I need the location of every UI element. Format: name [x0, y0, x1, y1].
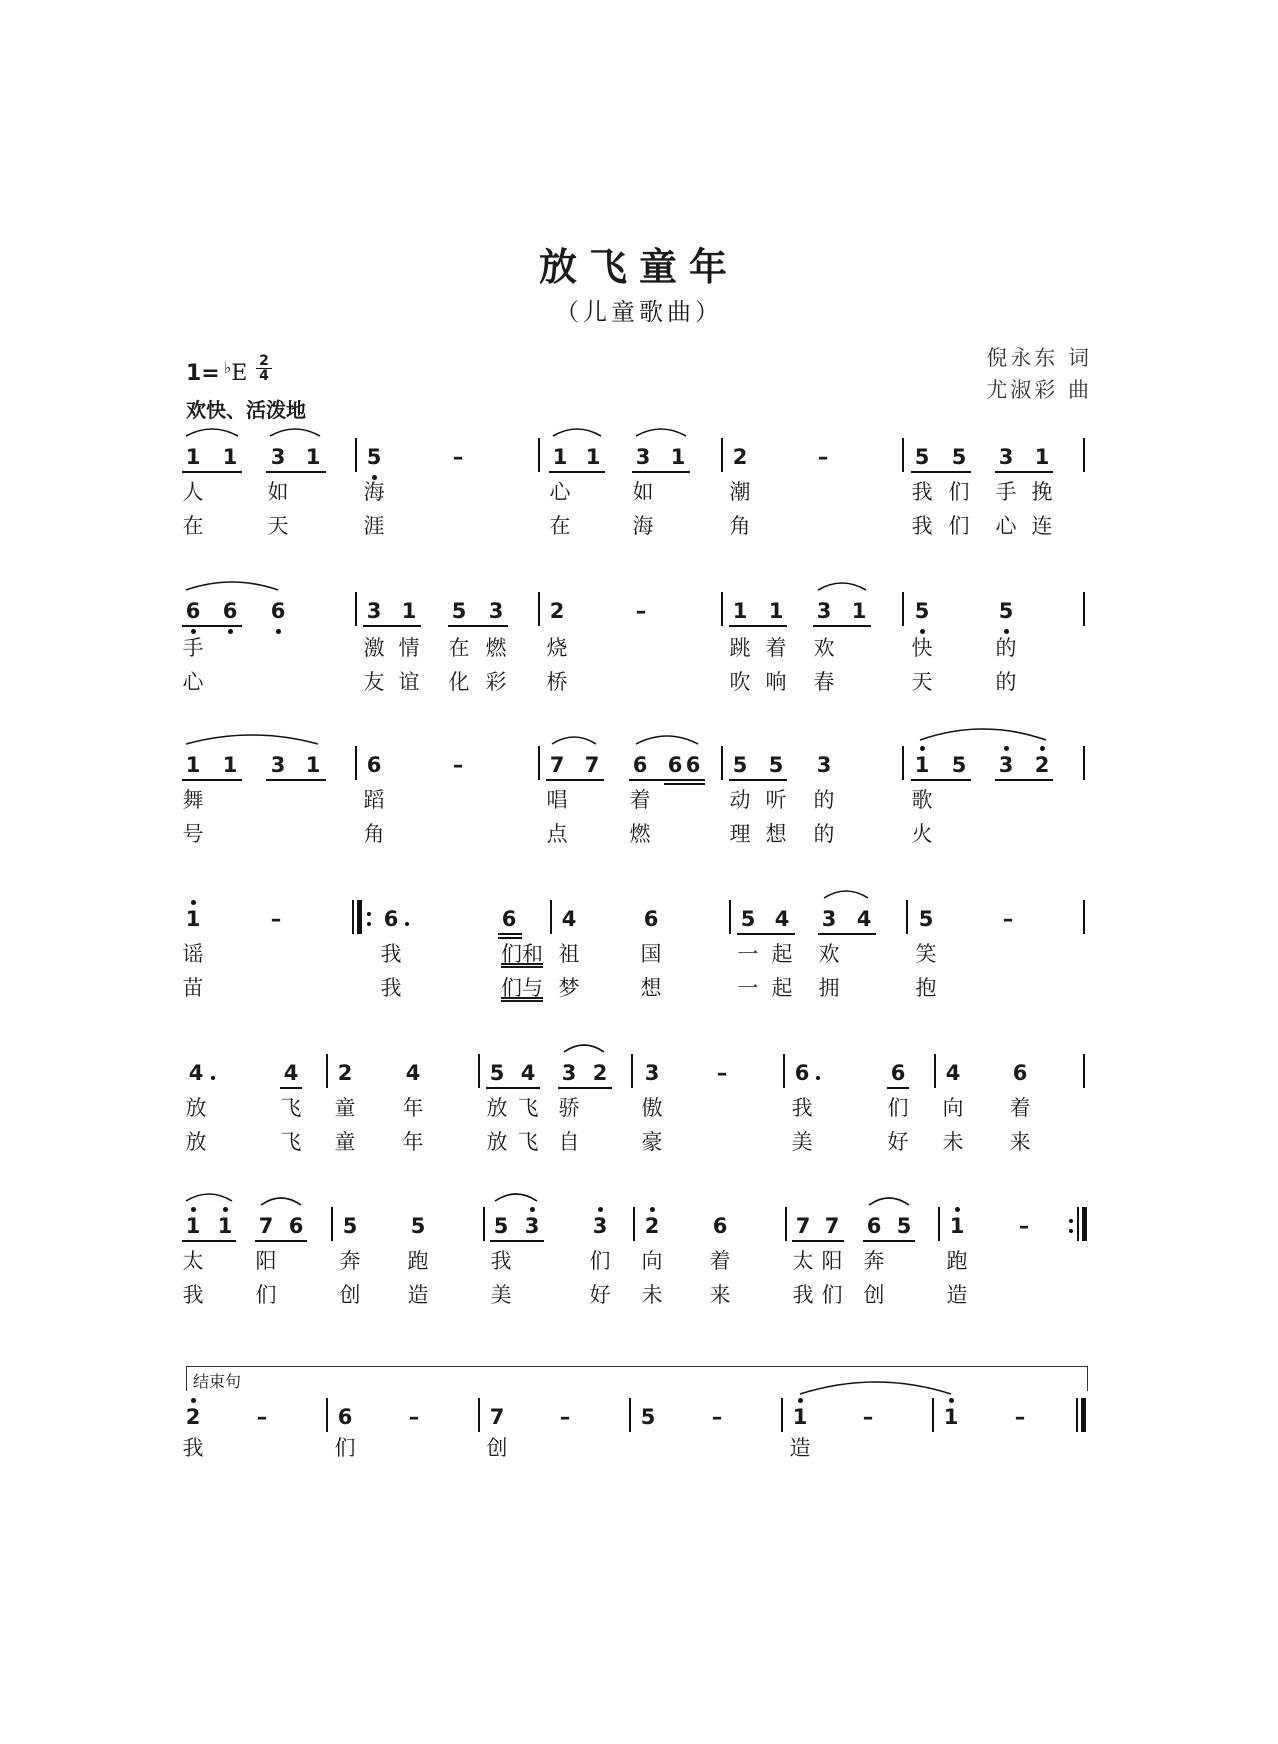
lyric: 我 — [182, 1436, 204, 1460]
note: 5 — [918, 907, 934, 931]
note: 1 — [1034, 445, 1050, 469]
note: 1 — [222, 445, 238, 469]
note: 1 — [217, 1214, 233, 1238]
key-prefix: 1= — [186, 361, 220, 386]
time-bottom: 4 — [256, 368, 272, 383]
note: 7 — [549, 753, 565, 777]
lyric: 们和 — [501, 942, 543, 966]
lyric: 好 — [589, 1283, 611, 1307]
lyric: 跑 — [407, 1249, 429, 1273]
lyric: 奔 — [863, 1249, 885, 1273]
lyric: 角 — [729, 514, 751, 538]
lyric: 造 — [407, 1283, 429, 1307]
lyric: 火 — [911, 822, 933, 846]
note: 1 — [185, 753, 201, 777]
slur — [824, 891, 868, 898]
note: 3 — [270, 753, 286, 777]
dash: – — [817, 445, 829, 469]
slur — [186, 429, 238, 436]
lyric: 我 — [490, 1249, 512, 1273]
composer-credit: 尤淑彩 曲 — [986, 378, 1092, 402]
note: 1 — [768, 599, 784, 623]
lyric: 美 — [490, 1283, 512, 1307]
dash: – — [270, 907, 282, 931]
lyric: 吹 — [729, 670, 751, 694]
lyric: 在 — [182, 514, 204, 538]
note: 5 — [951, 445, 967, 469]
lyric: 我 — [911, 514, 933, 538]
flat-sign: ♭ — [223, 358, 232, 377]
note: 1 — [792, 1405, 808, 1429]
score-line-6 — [0, 1213, 1278, 1353]
lyric: 一 — [737, 976, 759, 1000]
note: 3 — [816, 599, 832, 623]
lyric: 未 — [641, 1283, 663, 1307]
lyric: 国 — [640, 942, 662, 966]
note: 3 — [561, 1061, 577, 1085]
slur — [270, 429, 320, 436]
score-line-1 — [0, 444, 1278, 584]
lyric: 来 — [1009, 1130, 1031, 1154]
high-dot — [949, 1398, 954, 1403]
lyric: 苗 — [182, 976, 204, 1000]
lyric: 飞 — [280, 1096, 302, 1120]
lyric: 跳 — [729, 636, 751, 660]
slur — [818, 583, 866, 590]
note: 1 — [185, 1214, 201, 1238]
lyric: 心 — [995, 514, 1017, 538]
lyric: 春 — [813, 670, 835, 694]
high-dot — [798, 1398, 803, 1403]
note: 5 — [896, 1214, 912, 1238]
note: 5 — [342, 1214, 358, 1238]
lyric: 创 — [486, 1436, 508, 1460]
lyric: 们 — [334, 1436, 356, 1460]
lyric: 飞 — [280, 1130, 302, 1154]
lyric: 傲 — [641, 1096, 663, 1120]
lyric: 着 — [765, 636, 787, 660]
lyric: 欢 — [813, 636, 835, 660]
lyric: 们 — [255, 1283, 277, 1307]
dash: – — [452, 445, 464, 469]
note: 2 — [549, 599, 565, 623]
lyric: 舞 — [182, 788, 204, 812]
lyric: 飞 — [517, 1130, 539, 1154]
note: 3 — [270, 445, 286, 469]
high-dot — [223, 1207, 228, 1212]
note: 4 — [561, 907, 577, 931]
lyricist-credit: 倪永东 词 — [986, 346, 1092, 370]
lyric: 快 — [911, 636, 933, 660]
lyric: 手 — [995, 480, 1017, 504]
lyric: 桥 — [546, 670, 568, 694]
lyric: 阳 — [255, 1249, 277, 1273]
dash: – — [1018, 1214, 1030, 1238]
note: 6 — [185, 599, 201, 623]
lyric: 创 — [339, 1283, 361, 1307]
note: 5 — [489, 1061, 505, 1085]
lyric: 友 — [363, 670, 385, 694]
lyric: 情 — [398, 636, 420, 660]
lyric: 的 — [813, 822, 835, 846]
note: 6 — [794, 1061, 810, 1085]
lyric: 们 — [948, 514, 970, 538]
note: 5 — [998, 599, 1014, 623]
note: 5 — [640, 1405, 656, 1429]
lyric: 我 — [380, 942, 402, 966]
lyric: 蹈 — [363, 788, 385, 812]
lyric: 骄 — [558, 1096, 580, 1120]
slur — [553, 429, 601, 436]
lyric: 拥 — [818, 976, 840, 1000]
note: 3 — [366, 599, 382, 623]
lyric: 放 — [185, 1096, 207, 1120]
note: 1 — [670, 445, 686, 469]
lyric: 自 — [558, 1130, 580, 1154]
note: 5 — [732, 753, 748, 777]
lyric: 太 — [182, 1249, 204, 1273]
lyric: 彩 — [485, 670, 507, 694]
lyric: 童 — [334, 1096, 356, 1120]
lyric: 我 — [792, 1283, 814, 1307]
note: 3 — [998, 445, 1014, 469]
note: 5 — [914, 445, 930, 469]
score-line-4 — [0, 906, 1278, 1046]
lyric: 们 — [948, 480, 970, 504]
lyric: 号 — [182, 822, 204, 846]
dash: – — [716, 1061, 728, 1085]
note: 3 — [524, 1214, 540, 1238]
note: 4 — [774, 907, 790, 931]
score-line-2 — [0, 598, 1278, 738]
song-subtitle: （儿童歌曲） — [555, 298, 723, 326]
note: 6 — [890, 1061, 906, 1085]
lyric: 动 — [729, 788, 751, 812]
note: 1 — [401, 599, 417, 623]
note: 6 — [667, 753, 683, 777]
lyric: 未 — [942, 1130, 964, 1154]
lyric: 一 — [737, 942, 759, 966]
note: 3 — [488, 599, 504, 623]
lyric: 我 — [182, 1283, 204, 1307]
lyric: 谊 — [398, 670, 420, 694]
lyric: 梦 — [558, 976, 580, 1000]
note: 6 — [288, 1214, 304, 1238]
lyric: 来 — [709, 1283, 731, 1307]
note: 6 — [501, 907, 517, 931]
note: 7 — [258, 1214, 274, 1238]
note: 7 — [795, 1214, 811, 1238]
lyric: 我 — [380, 976, 402, 1000]
note: 6 — [685, 753, 701, 777]
note: 1 — [552, 445, 568, 469]
lyric: 飞 — [517, 1096, 539, 1120]
score-line-3 — [0, 752, 1278, 892]
note: 1 — [305, 445, 321, 469]
note: 2 — [337, 1061, 353, 1085]
note: 5 — [493, 1214, 509, 1238]
note: 5 — [951, 753, 967, 777]
lyric: 化 — [448, 670, 470, 694]
key-note: E — [231, 361, 248, 386]
note: 1 — [185, 445, 201, 469]
slur — [636, 429, 686, 436]
note: 6 — [866, 1214, 882, 1238]
lyric: 着 — [1009, 1096, 1031, 1120]
lyric: 放 — [486, 1130, 508, 1154]
note: 3 — [821, 907, 837, 931]
note: 6 — [712, 1214, 728, 1238]
high-dot — [1004, 746, 1009, 751]
lyric: 豪 — [641, 1130, 663, 1154]
lyric: 如 — [632, 480, 654, 504]
lyric: 我 — [911, 480, 933, 504]
note: 1 — [222, 753, 238, 777]
lyric: 涯 — [363, 514, 385, 538]
time-top: 2 — [259, 353, 269, 369]
note: 6 — [222, 599, 238, 623]
note: 6 — [270, 599, 286, 623]
key-signature — [186, 358, 247, 386]
note: 1 — [305, 753, 321, 777]
lyric: 心 — [182, 670, 204, 694]
note: 1 — [851, 599, 867, 623]
lyric: 阳 — [821, 1249, 843, 1273]
dash: – — [1002, 907, 1014, 931]
score-line-5 — [0, 1060, 1278, 1200]
note: 2 — [732, 445, 748, 469]
note: 2 — [644, 1214, 660, 1238]
time-signature — [256, 354, 272, 383]
dash: – — [408, 1405, 420, 1429]
lyric: 们与 — [501, 976, 543, 1000]
tempo-marking: 欢快、活泼地 — [186, 398, 306, 422]
lyric: 点 — [546, 822, 568, 846]
lyric: 想 — [765, 822, 787, 846]
note: 6 — [1012, 1061, 1028, 1085]
note: 2 — [1034, 753, 1050, 777]
lyric: 歌 — [911, 788, 933, 812]
lyric: 人 — [182, 480, 204, 504]
lyric: 海 — [363, 480, 385, 504]
note: 5 — [410, 1214, 426, 1238]
lyric: 的 — [813, 788, 835, 812]
note: 5 — [451, 599, 467, 623]
lyric: 着 — [629, 788, 651, 812]
high-dot — [650, 1207, 655, 1212]
lyric: 跑 — [946, 1249, 968, 1273]
lyric: 听 — [765, 788, 787, 812]
dash: – — [862, 1405, 874, 1429]
dash: – — [635, 599, 647, 623]
high-dot — [191, 900, 196, 905]
note: 3 — [998, 753, 1014, 777]
lyric: 年 — [402, 1096, 424, 1120]
note: 1 — [585, 445, 601, 469]
note: 5 — [768, 753, 784, 777]
lyric: 奔 — [339, 1249, 361, 1273]
note: 4 — [520, 1061, 536, 1085]
note: 7 — [489, 1405, 505, 1429]
lyric: 天 — [267, 514, 289, 538]
lyric: 们 — [821, 1283, 843, 1307]
note: 1 — [943, 1405, 959, 1429]
note: 5 — [366, 445, 382, 469]
dash: – — [452, 753, 464, 777]
lyric: 潮 — [729, 480, 751, 504]
lyric: 燃 — [485, 636, 507, 660]
lyric: 美 — [791, 1130, 813, 1154]
lyric: 燃 — [629, 822, 651, 846]
note: 3 — [635, 445, 651, 469]
note: 6 — [366, 753, 382, 777]
note: 5 — [914, 599, 930, 623]
ending-bracket — [186, 1366, 1088, 1391]
high-dot — [191, 1207, 196, 1212]
note: 1 — [185, 907, 201, 931]
high-dot — [598, 1207, 603, 1212]
song-title: 放飞童年 — [538, 244, 739, 289]
lyric: 们 — [589, 1249, 611, 1273]
note: 7 — [824, 1214, 840, 1238]
lyric: 着 — [709, 1249, 731, 1273]
lyric: 角 — [363, 822, 385, 846]
lyric: 挽 — [1031, 480, 1053, 504]
note: 1 — [914, 753, 930, 777]
lyric: 的 — [995, 636, 1017, 660]
dash: – — [559, 1405, 571, 1429]
lyric: 向 — [641, 1249, 663, 1273]
dash: – — [1014, 1405, 1026, 1429]
note: 2 — [592, 1061, 608, 1085]
lyric: 抱 — [915, 976, 937, 1000]
lyric: 想 — [640, 976, 662, 1000]
note: 4 — [856, 907, 872, 931]
high-dot — [920, 746, 925, 751]
note: 3 — [644, 1061, 660, 1085]
dash: – — [711, 1405, 723, 1429]
note: 2 — [185, 1405, 201, 1429]
dash: – — [256, 1405, 268, 1429]
lyric: 烧 — [546, 636, 568, 660]
note: 4 — [945, 1061, 961, 1085]
note: 1 — [732, 599, 748, 623]
lyric: 笑 — [915, 942, 937, 966]
note: 6 — [632, 753, 648, 777]
high-dot — [530, 1207, 535, 1212]
lyric: 在 — [549, 514, 571, 538]
lyric: 年 — [402, 1130, 424, 1154]
lyric: 心 — [549, 480, 571, 504]
slur — [564, 1045, 604, 1052]
note: 3 — [592, 1214, 608, 1238]
note: 6 — [337, 1405, 353, 1429]
ending-label: 结束句 — [193, 1372, 242, 1391]
high-dot — [955, 1207, 960, 1212]
note: 6 — [643, 907, 659, 931]
lyric: 向 — [942, 1096, 964, 1120]
slur-group — [0, 598, 1278, 738]
lyric: 放 — [185, 1130, 207, 1154]
lyric: 天 — [911, 670, 933, 694]
lyric: 唱 — [546, 788, 568, 812]
lyric: 欢 — [818, 942, 840, 966]
lyric: 们 — [887, 1096, 909, 1120]
lyric: 如 — [267, 480, 289, 504]
lyric: 谣 — [182, 942, 204, 966]
lyric: 起 — [771, 942, 793, 966]
lyric: 造 — [789, 1436, 811, 1460]
lyric: 在 — [448, 636, 470, 660]
lyric: 连 — [1031, 514, 1053, 538]
lyric: 理 — [729, 822, 751, 846]
note: 6 — [383, 907, 399, 931]
note: 4 — [405, 1061, 421, 1085]
note: 4 — [283, 1061, 299, 1085]
slur — [552, 737, 596, 744]
lyric: 童 — [334, 1130, 356, 1154]
slur-group — [0, 1404, 1278, 1544]
lyric: 我 — [791, 1096, 813, 1120]
note: 5 — [740, 907, 756, 931]
score-line-ending — [0, 1404, 1278, 1544]
note: 7 — [584, 753, 600, 777]
lyric: 放 — [486, 1096, 508, 1120]
lyric: 的 — [995, 670, 1017, 694]
lyric: 太 — [792, 1249, 814, 1273]
lyric: 造 — [946, 1283, 968, 1307]
lyric: 海 — [632, 514, 654, 538]
lyric: 好 — [887, 1130, 909, 1154]
high-dot — [1040, 746, 1045, 751]
lyric: 创 — [863, 1283, 885, 1307]
lyric: 手 — [182, 636, 204, 660]
lyric: 起 — [771, 976, 793, 1000]
note: 1 — [949, 1214, 965, 1238]
lyric: 响 — [765, 670, 787, 694]
high-dot — [191, 1398, 196, 1403]
note: 4 — [188, 1061, 204, 1085]
lyric: 激 — [363, 636, 385, 660]
lyric: 祖 — [558, 942, 580, 966]
note: 3 — [816, 753, 832, 777]
